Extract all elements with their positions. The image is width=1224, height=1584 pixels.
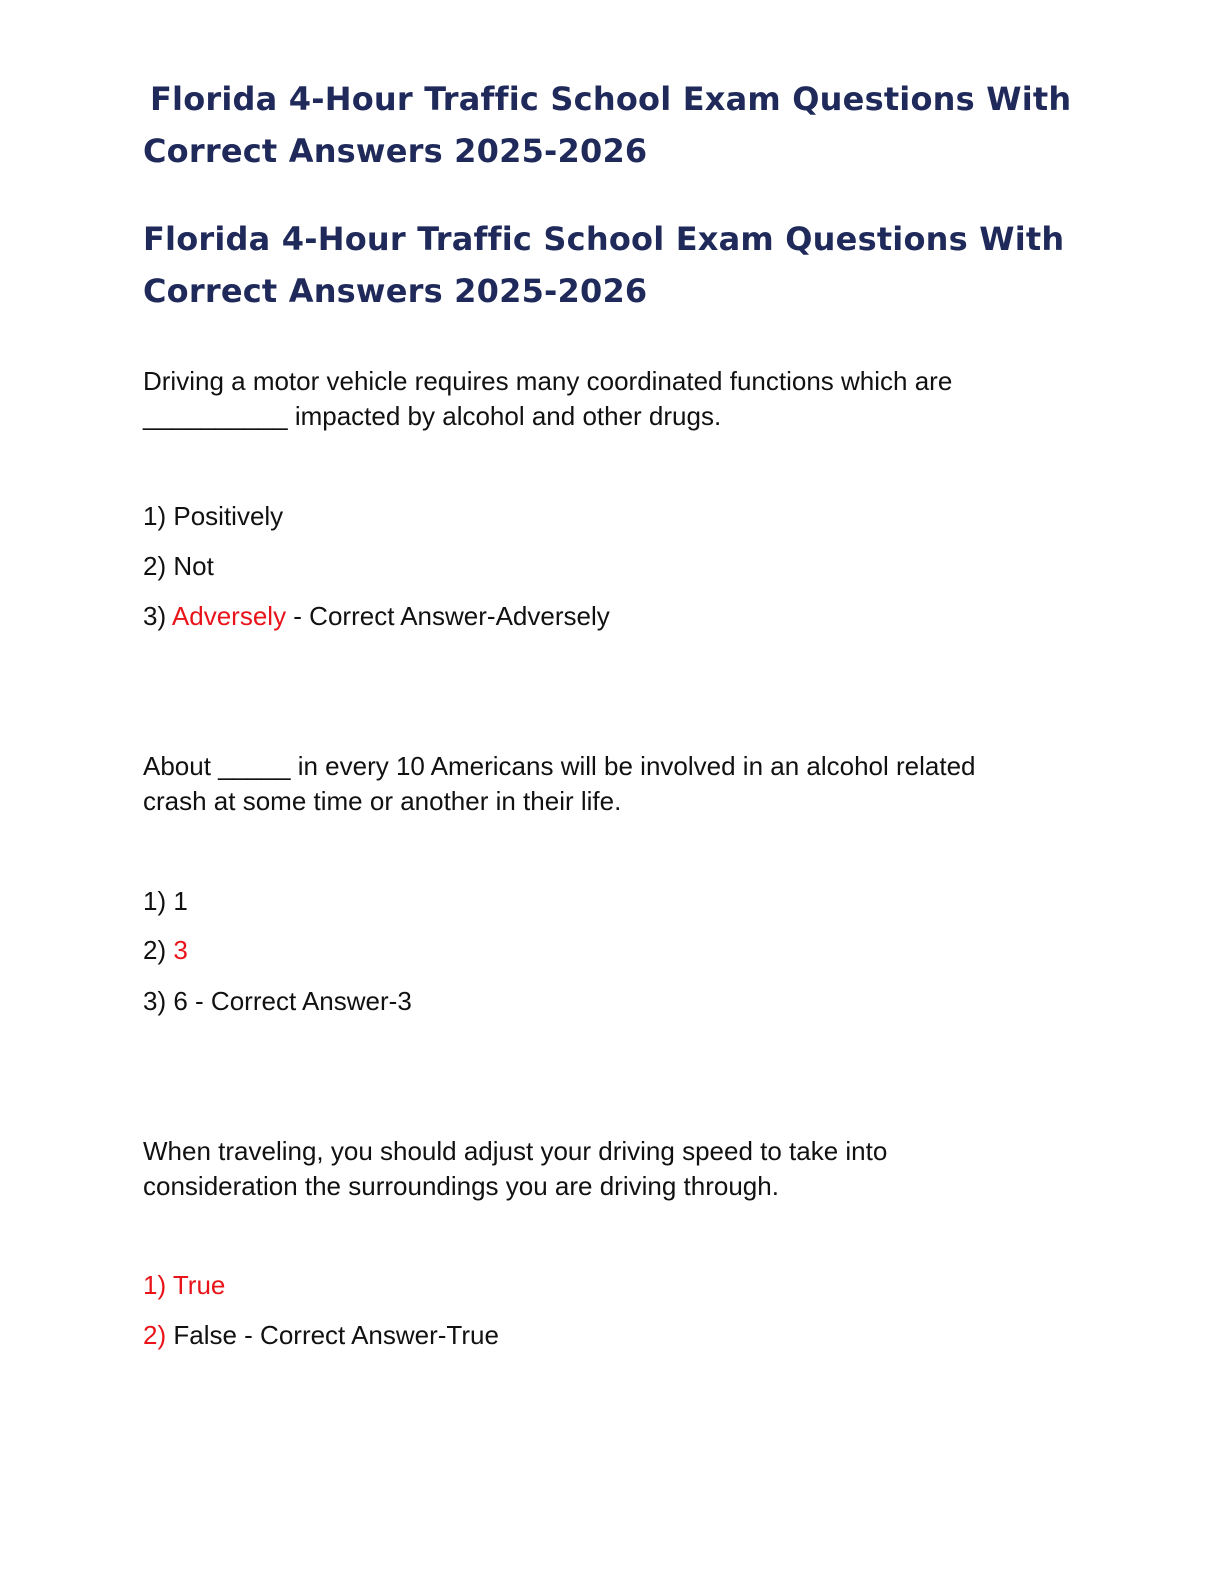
question-line: consideration the surroundings you are driving through. (143, 1171, 779, 1201)
question-1-option-2 (143, 549, 214, 584)
title-line-1: Florida 4-Hour Traffic School Exam Questions With (143, 220, 1065, 258)
question-1-text (143, 364, 1103, 434)
correct-answer-note: - Correct Answer-True (236, 1320, 499, 1350)
option-number: 3) (143, 601, 167, 631)
option-text: 6 (173, 986, 188, 1016)
question-line: __________ impacted by alcohol and other drugs. (143, 401, 722, 431)
question-3-option-1 (143, 1268, 225, 1303)
option-number: 2) (143, 551, 167, 581)
correct-answer-note: - Correct Answer-3 (187, 986, 412, 1016)
question-2-option-2 (143, 933, 188, 968)
option-text: False (173, 1320, 237, 1350)
option-number: 3) (143, 986, 167, 1016)
title-line-2: Correct Answers 2025-2026 (143, 272, 648, 310)
option-text: 1 (173, 886, 188, 916)
option-text: Not (173, 551, 214, 581)
question-3-option-2 (143, 1318, 499, 1353)
correct-option-text: Adversely (171, 601, 287, 631)
question-line: About _____ in every 10 Americans will be involved in an alcohol related (143, 751, 976, 781)
correct-answer-note: - Correct Answer-Adversely (286, 601, 610, 631)
document-title-repeat (143, 213, 1103, 317)
title-line-2: Correct Answers 2025-2026 (143, 132, 648, 170)
question-2-text (143, 749, 1103, 819)
option-number: 1) (143, 501, 167, 531)
option-number: 2) (143, 1320, 167, 1350)
question-2-option-1 (143, 884, 188, 919)
correct-option-text: 3 (173, 935, 188, 965)
question-1-option-3 (143, 599, 610, 634)
question-2-option-3 (143, 984, 412, 1019)
option-number: 1) (143, 1270, 167, 1300)
document-title (143, 73, 1103, 177)
option-number: 2) (143, 935, 167, 965)
option-text: Positively (173, 501, 284, 531)
title-line-1: Florida 4-Hour Traffic School Exam Questions With (150, 80, 1072, 118)
correct-option-text: True (172, 1270, 226, 1300)
option-number: 1) (143, 886, 167, 916)
question-line: When traveling, you should adjust your driving speed to take into (143, 1136, 888, 1166)
question-3-text (143, 1134, 1103, 1204)
question-line: Driving a motor vehicle requires many coordinated functions which are (143, 366, 953, 396)
question-line: crash at some time or another in their life. (143, 786, 622, 816)
question-1-option-1 (143, 499, 283, 534)
